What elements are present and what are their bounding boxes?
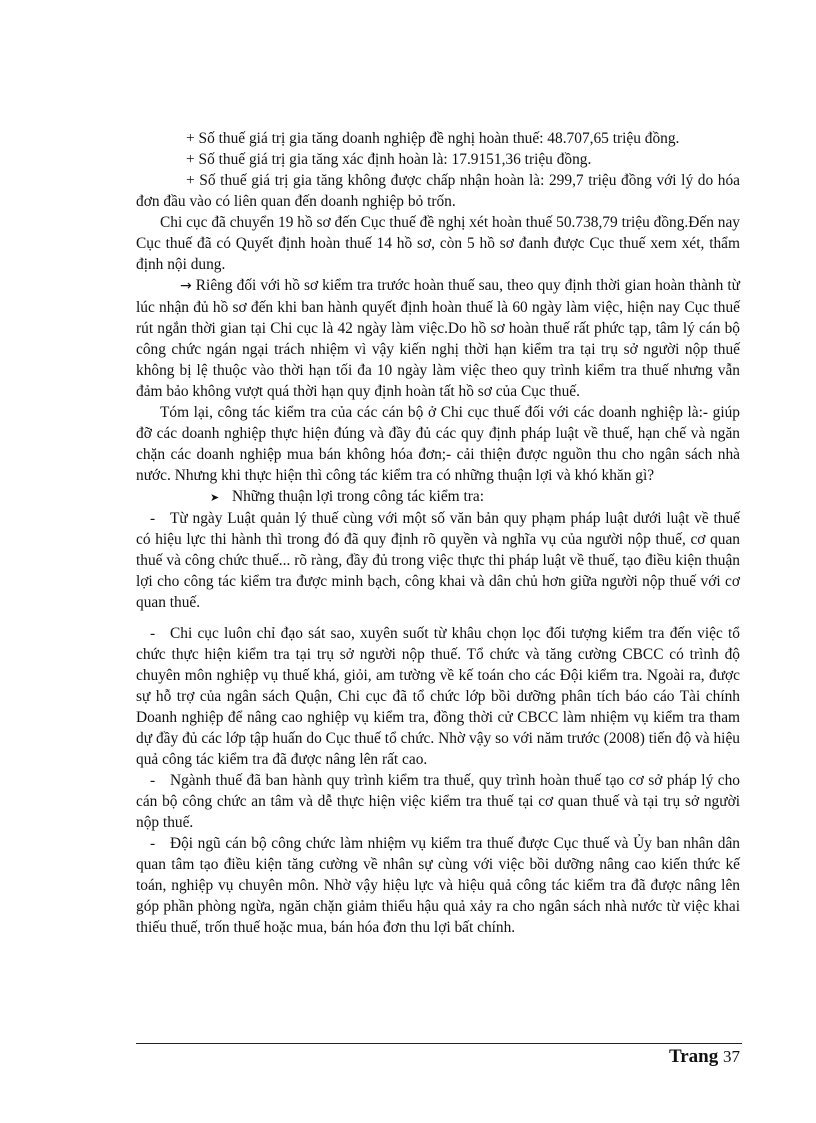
list-item-text: Chi cục luôn chỉ đạo sát sao, xuyên suốt từ khâu chọn lọc đối tượng kiểm tra đến việc tổ chức thực hiện kiểm tra tại trụ sở người nộp thuế. Tổ chức và tăng cường CBCC có trình độ chuyên môn nghiệp vụ thuế khá, giỏi, am tường về kế toán cho các Đội kiểm tra. Ngoài ra, được sự hỗ trợ của ngân sách Quận, Chi cục đã tổ chức lớp bồi dưỡng phân tích báo cáo Tài chính Doanh nghiệp để nâng cao nghiệp vụ kiểm tra, đồng thời cử CBCC làm nhiệm vụ kiểm tra tham dự đầy đủ các lớp tập huấn do Cục thuế tổ chức. Nhờ vậy so với năm trước (2008) tiến độ và hiệu quả công tác kiểm tra đã được nâng lên rất cao.: [136, 625, 740, 768]
paragraph-vat-requested: + Số thuế giá trị gia tăng doanh nghiệp đề nghị hoàn thuế: 48.707,65 triệu đồng.: [186, 130, 680, 147]
footer-label: Trang: [668, 1046, 719, 1067]
list-item-text: Từ ngày Luật quản lý thuế cùng với một số văn bản quy phạm pháp luật dưới luật về thuế có hiệu lực thi hành thì trong đó đã quy định rõ quyền và nghĩa vụ của người nộp thuế, cơ quan thuế và công chức thuế... rõ ràng, đầy đủ trong việc thực thi pháp luật về thuế, tạo điều kiện thuận lợi cho công tác kiểm tra được minh bạch, công khai và dân chủ hơn giữa người nộp thuế với cơ quan thuế.: [136, 510, 740, 611]
right-arrow-icon: →: [180, 278, 192, 294]
paragraph-vat-determined: + Số thuế giá trị gia tăng xác định hoàn là: 17.9151,36 triệu đồng.: [186, 151, 592, 168]
dash-bullet: -: [150, 625, 156, 642]
list-item: [136, 770, 740, 833]
footer-divider: [136, 1043, 742, 1044]
section-heading-advantages: [136, 486, 740, 508]
page-number: 37: [723, 1047, 740, 1066]
list-item-text: Ngành thuế đã ban hành quy trình kiểm tra thuế, quy trình hoàn thuế tạo cơ sở pháp lý cho cán bộ công chức an tâm và dễ thực hiện việc kiểm tra thuế tại cơ quan thuế và tại trụ sở người nộp thuế.: [136, 772, 740, 831]
paragraph-precheck-text: Riêng đối với hồ sơ kiểm tra trước hoàn thuế sau, theo quy định thời gian hoàn thành từ lúc nhận đủ hồ sơ đến khi ban hành quyết định hoàn thuế là 60 ngày làm việc, hiện nay Cục thuế rút ngắn thời gian tại Chi cục là 42 ngày làm việc.Do hồ sơ hoàn thuế rất phức tạp, tâm lý cán bộ công chức ngán ngại trách nhiệm vì vậy kiến nghị thời hạn kiểm tra tại trụ sở người nộp thuế không bị lệ thuộc vào thời hạn tối đa 10 ngày làm việc theo quy trình kiểm tra thuế nhưng vẫn đảm bảo không vượt quá thời hạn quy định hoàn tất hồ sơ của Cục thuế.: [136, 277, 740, 400]
paragraph-precheck-files: [136, 275, 740, 402]
paragraph-vat-rejected: + Số thuế giá trị gia tăng không được chấp nhận hoàn là: 299,7 triệu đồng với lý do hóa đơn đầu vào có liên quan đến doanh nghiệp bỏ trốn.: [136, 172, 740, 210]
dash-bullet: -: [150, 510, 156, 527]
list-item-text: Đội ngũ cán bộ công chức làm nhiệm vụ kiểm tra thuế được Cục thuế và Ủy ban nhân dân quan tâm tạo điều kiện tăng cường về nhân sự cùng với việc bồi dưỡng nâng cao kiến thức kế toán, nghiệp vụ chuyên môn. Nhờ vậy hiệu lực và hiệu quả công tác kiểm tra đã được nâng lên góp phần phòng ngừa, ngăn chặn giảm thiểu hậu quả xảy ra cho ngân sách nhà nước từ việc khai thiếu thuế, trốn thuế hoặc mua, bán hóa đơn thu lợi bất chính.: [136, 835, 740, 936]
list-item: [136, 833, 740, 938]
list-item: [136, 508, 740, 613]
list-item: [136, 623, 740, 770]
paragraph-files-transferred: Chi cục đã chuyển 19 hồ sơ đến Cục thuế đề nghị xét hoàn thuế 50.738,79 triệu đồng.Đến nay Cục thuế đã có Quyết định hoàn thuế 14 hồ sơ, còn 5 hồ sơ đanh được Cục thuế xem xét, thẩm định nội dung.: [136, 214, 740, 273]
arrowhead-bullet-icon: ➤: [210, 491, 220, 504]
page-body: [136, 128, 740, 938]
dash-bullet: -: [150, 835, 156, 852]
page-footer: [600, 1046, 740, 1068]
dash-bullet: -: [150, 772, 156, 789]
paragraph-summary: Tóm lại, công tác kiểm tra của các cán bộ ở Chi cục thuế đối với các doanh nghiệp là:- giúp đỡ các doanh nghiệp thực hiện đúng và đầy đủ các quy định pháp luật về thuế, hạn chế và ngăn chặn các doanh nghiệp mua bán không hóa đơn;- cải thiện được nguồn thu cho ngân sách nhà nước. Nhưng khi thực hiện thì công tác kiểm tra có những thuận lợi và khó khăn gì?: [136, 404, 740, 484]
section-heading-text: Những thuận lợi trong công tác kiểm tra:: [232, 488, 484, 505]
